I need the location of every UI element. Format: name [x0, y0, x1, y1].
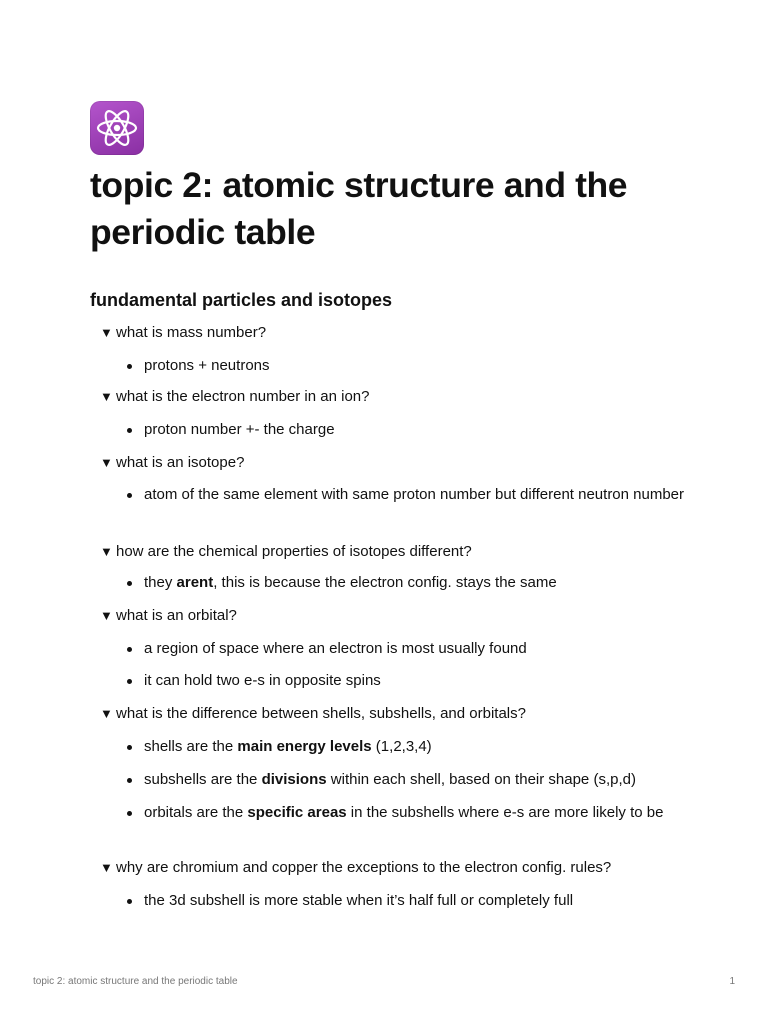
answer-text: shells are the — [144, 738, 238, 755]
answer-bold-text: specific areas — [247, 804, 347, 821]
answer-text: within each shell, based on their shape (s,p,d) — [326, 771, 636, 788]
atom-symbol-icon — [90, 101, 144, 155]
toggle-question: what is an isotope? — [116, 454, 245, 471]
answer-text: atom of the same element with same proton number but different neutron number — [144, 486, 685, 503]
bullet-icon — [127, 428, 132, 433]
bullet-icon — [127, 647, 132, 652]
bullet-icon — [127, 364, 132, 369]
toggle-electron-number[interactable] — [100, 386, 369, 408]
answer-text: they — [144, 574, 177, 591]
bullet-icon — [127, 745, 132, 750]
toggle-triangle-icon[interactable]: ▼ — [100, 544, 113, 559]
footer-page-number: 1 — [729, 976, 735, 987]
answer-text: a region of space where an electron is most usually found — [144, 640, 527, 657]
toggle-triangle-icon[interactable]: ▼ — [100, 389, 113, 404]
toggle-triangle-icon[interactable]: ▼ — [100, 860, 113, 875]
toggle-chromium-copper-exceptions[interactable] — [100, 857, 611, 879]
list-item — [127, 889, 687, 913]
list-item — [127, 483, 687, 507]
toggle-question: how are the chemical properties of isotopes different? — [116, 543, 472, 560]
toggle-triangle-icon[interactable]: ▼ — [100, 706, 113, 721]
list-item — [127, 571, 687, 595]
answer-text: subshells are the — [144, 771, 262, 788]
answer-bold-text: main energy levels — [237, 738, 372, 755]
answer-bold-text: arent — [176, 574, 214, 591]
bullet-icon — [127, 811, 132, 816]
list-item — [127, 637, 687, 661]
answer-text: proton number +- the charge — [144, 421, 335, 438]
answer-text: (1,2,3,4) — [371, 738, 432, 755]
list-item — [127, 735, 687, 759]
bullet-icon — [127, 899, 132, 904]
list-item — [127, 801, 687, 825]
answer-text: it can hold two e-s in opposite spins — [144, 672, 381, 689]
list-item — [127, 669, 687, 693]
toggle-mass-number[interactable] — [100, 322, 266, 344]
list-item — [127, 768, 687, 792]
bullet-icon — [127, 679, 132, 684]
answer-text: in the subshells where e-s are more likely to be — [346, 804, 664, 821]
bullet-icon — [127, 581, 132, 586]
toggle-question: what is an orbital? — [116, 607, 237, 624]
list-item — [127, 354, 687, 378]
bullet-icon — [127, 778, 132, 783]
toggle-question: what is the difference between shells, subshells, and orbitals? — [116, 705, 526, 722]
section-heading: fundamental particles and isotopes — [90, 290, 393, 310]
toggle-isotope[interactable] — [100, 452, 244, 474]
bullet-icon — [127, 493, 132, 498]
answer-text: orbitals are the — [144, 804, 248, 821]
toggle-orbital[interactable] — [100, 605, 237, 627]
toggle-chemical-properties[interactable] — [100, 541, 472, 563]
footer-title: topic 2: atomic structure and the periodic table — [33, 976, 238, 987]
toggle-question: what is mass number? — [116, 324, 267, 341]
toggle-triangle-icon[interactable]: ▼ — [100, 325, 113, 340]
toggle-triangle-icon[interactable]: ▼ — [100, 608, 113, 623]
answer-bold-text: divisions — [261, 771, 327, 788]
page-title: topic 2: atomic structure and the periodic table — [90, 165, 628, 252]
answer-text: the 3d subshell is more stable when it’s half full or completely full — [144, 892, 574, 909]
toggle-shells-subshells-orbitals[interactable] — [100, 703, 526, 725]
answer-text: , this is because the electron config. stays the same — [213, 574, 557, 591]
toggle-triangle-icon[interactable]: ▼ — [100, 455, 113, 470]
answer-text: protons + neutrons — [144, 357, 270, 374]
list-item — [127, 418, 687, 442]
toggle-question: why are chromium and copper the exceptions to the electron config. rules? — [116, 859, 612, 876]
toggle-question: what is the electron number in an ion? — [116, 388, 370, 405]
